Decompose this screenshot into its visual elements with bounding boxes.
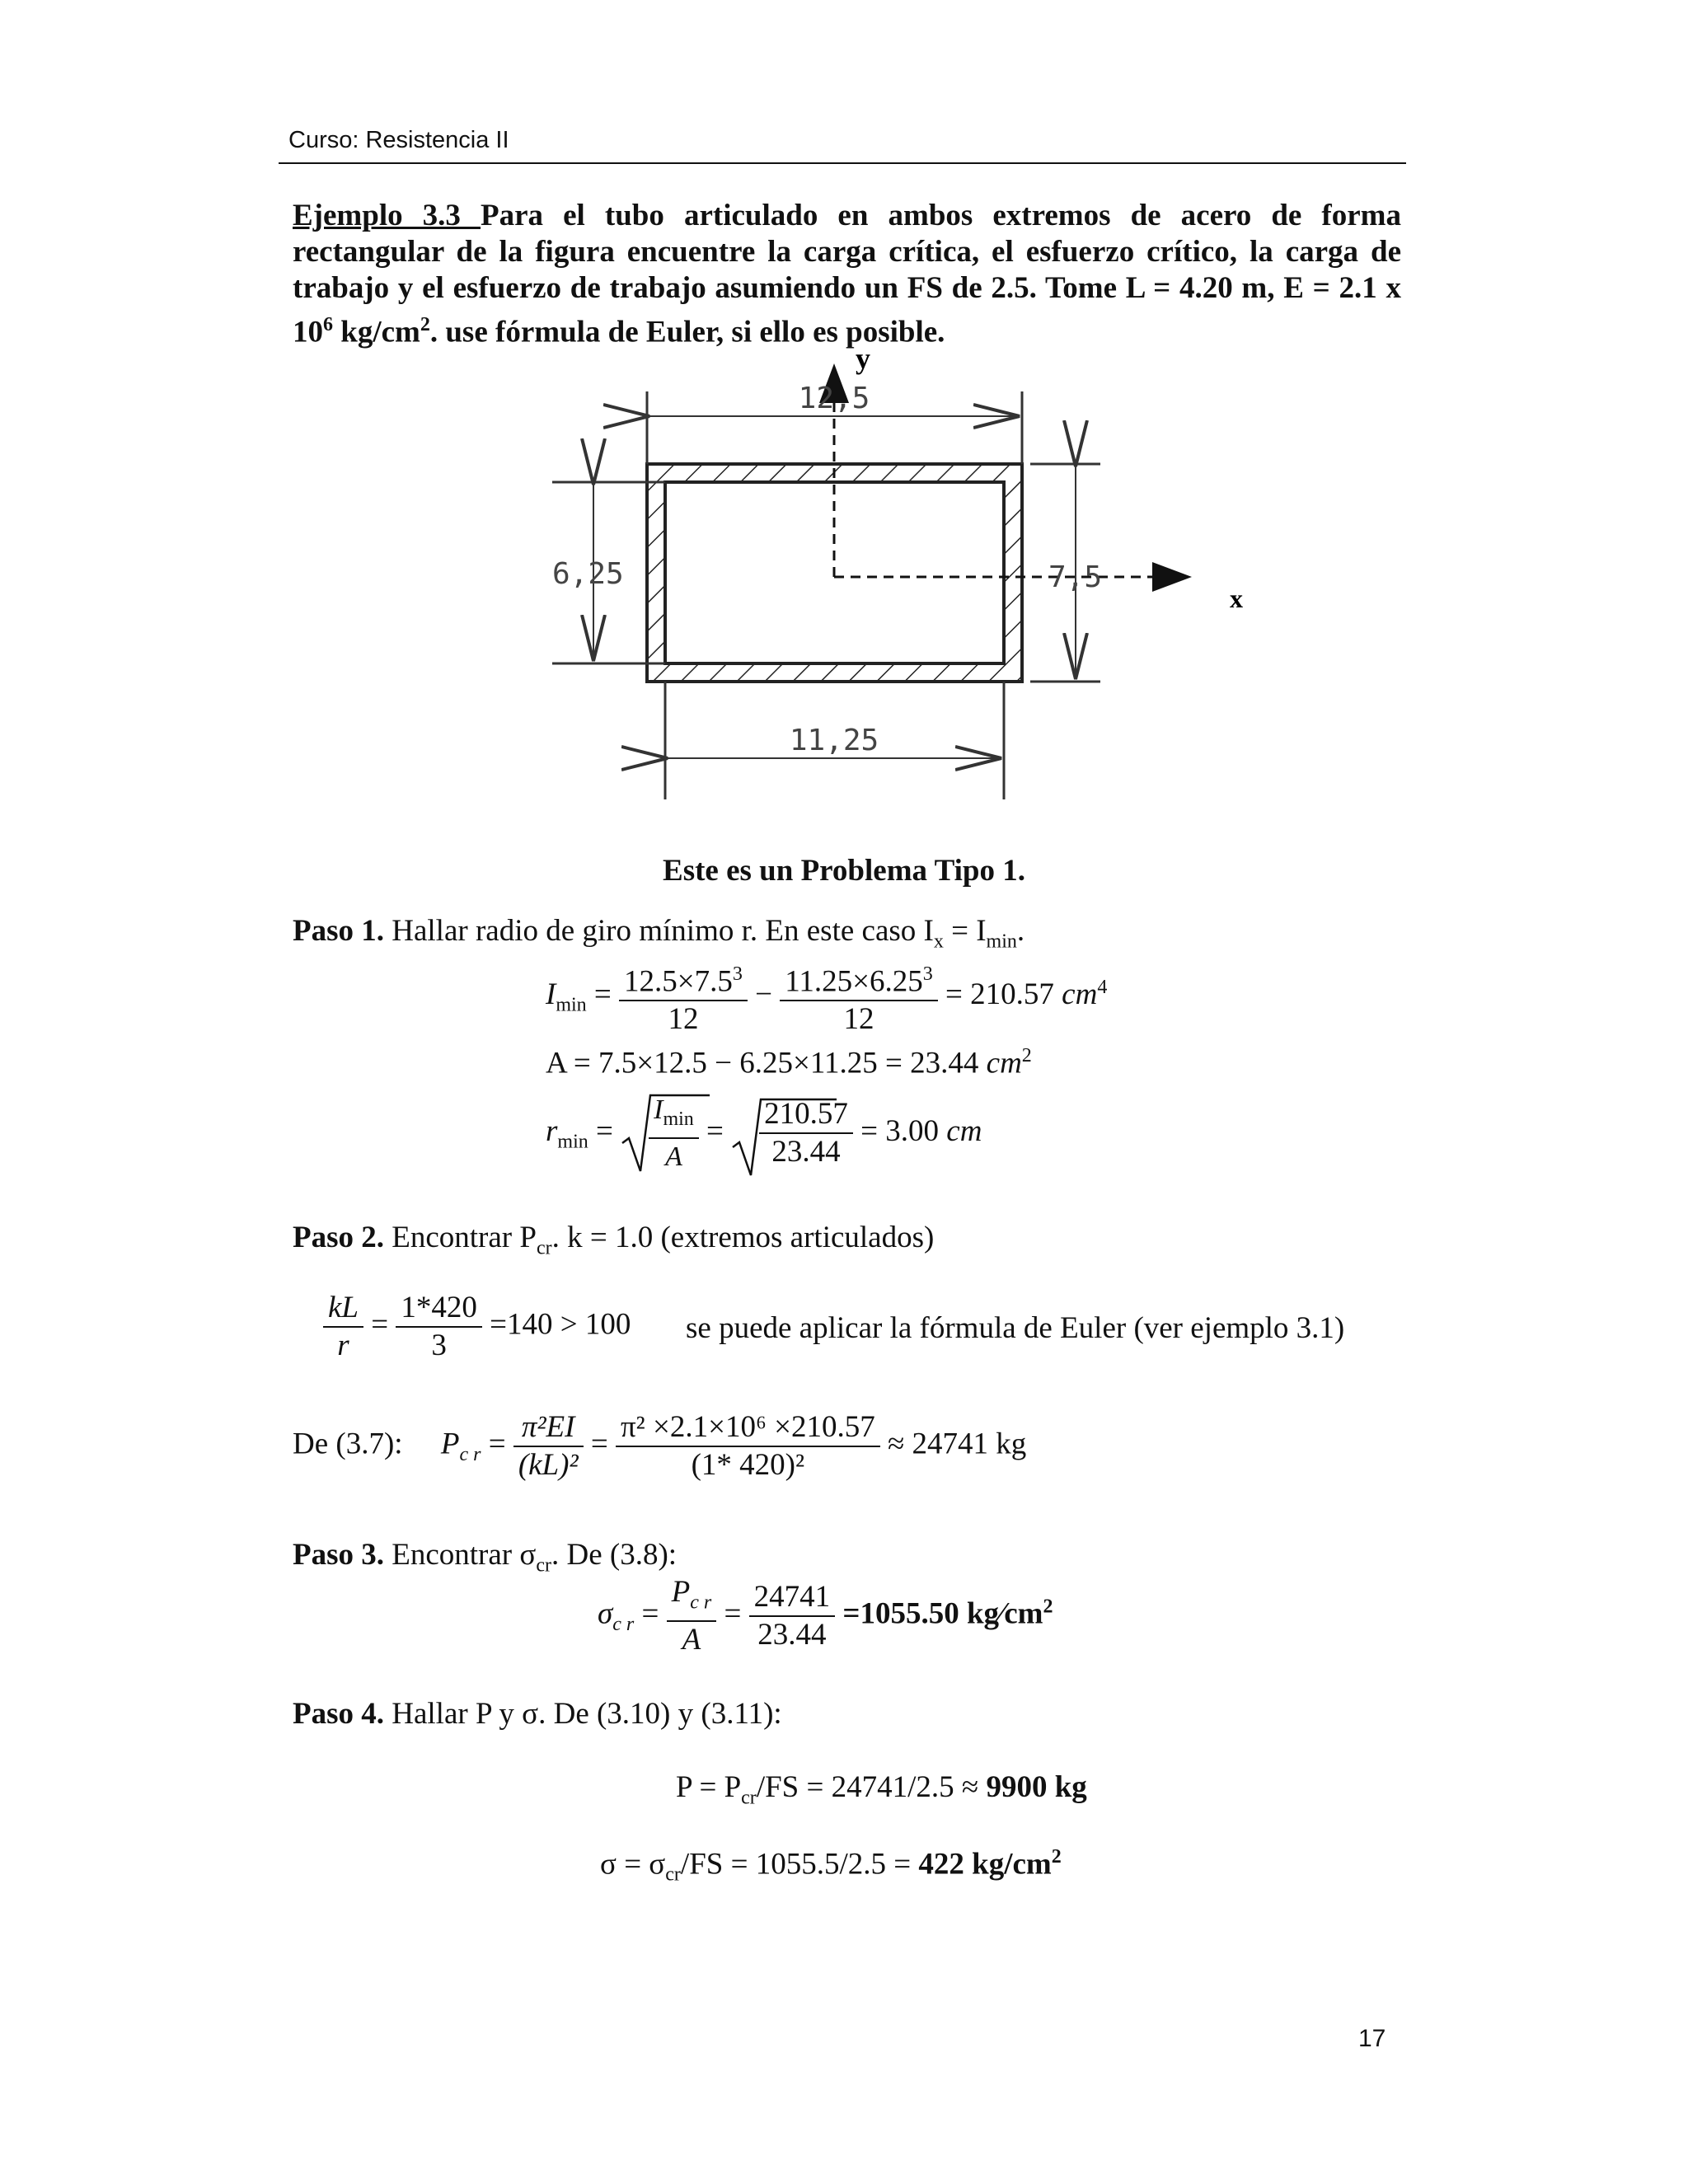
euler-eq-1: = (488, 1427, 506, 1461)
euler-calc-den: (1* 420)² (691, 1448, 805, 1482)
sigma-eq-1: = (641, 1596, 659, 1631)
area-text: A = 7.5×12.5 − 6.25×11.25 = 23.44 (546, 1046, 987, 1080)
y-axis-label: y (856, 342, 870, 375)
sigma-work-equation (600, 1846, 1062, 1886)
paso3-label: Paso 3. (293, 1538, 384, 1572)
euler-eq-2: = (590, 1427, 608, 1461)
example-text-3: . use fórmula de Euler, si ello es posible. (429, 315, 945, 349)
euler-p: P (440, 1427, 460, 1461)
euler-num: π²EI (513, 1409, 584, 1447)
paso2-text: Encontrar P (384, 1221, 537, 1254)
s-work-sub: cr (665, 1863, 681, 1886)
problem-type: Este es un Problema Tipo 1. (663, 854, 1025, 888)
imin-num2: 11.25×6.25 (785, 964, 923, 999)
area-equation (546, 1045, 1032, 1080)
p-work-2: /FS = 24741/2.5 ≈ (756, 1770, 987, 1804)
cross-section-drawing (544, 342, 1286, 812)
paso2-sub-cr: cr (536, 1237, 552, 1259)
imin-minus: − (755, 977, 773, 1012)
example-exp-2: 2 (420, 314, 430, 335)
s-work-2: /FS = 1055.5/2.5 = (680, 1847, 919, 1882)
example-text-1: Para el tubo articulado en ambos extremos de acero de forma rectangular de la figura encuentre la carga crítica, el esfuerzo crítico, la carga de trabajo y el esfuerzo de trabajo asumiendo un FS de 2.5. Tome L = 4.20 m, E = 2.1 x 10 (293, 199, 1401, 349)
example-exp-6: 6 (323, 314, 333, 335)
rmin-den: 23.44 (771, 1135, 841, 1169)
rmin-sub: min (557, 1131, 588, 1153)
rmin-sqrt-2 (731, 1096, 853, 1170)
p-work-equation (676, 1769, 1087, 1809)
imin-num1: 12.5×7.5 (624, 964, 733, 999)
paso4-text: Hallar P y σ. De (3.10) y (3.11): (384, 1697, 782, 1731)
imin-result: = 210.57 (945, 977, 1062, 1012)
euler-equation (293, 1409, 1026, 1483)
slender-den: 3 (431, 1329, 447, 1362)
paso4-label: Paso 4. (293, 1697, 384, 1731)
paso4-heading (293, 1696, 782, 1732)
paso3-sub-cr: cr (536, 1554, 551, 1577)
euler-calc-num: π² ×2.1×10⁶ ×210.57 (616, 1409, 880, 1447)
s-work-exp: 2 (1051, 1846, 1062, 1868)
s-work-1: σ = σ (600, 1847, 666, 1882)
dim-left-label: 6,25 (552, 557, 624, 591)
paso1-dot: . (1016, 914, 1025, 948)
paso1-text: Hallar radio de giro mínimo r. En este caso I (384, 914, 934, 948)
sigma-a: A (682, 1623, 701, 1657)
header-rule (279, 162, 1406, 164)
s-work-result: 422 kg/cm (918, 1847, 1052, 1882)
imin-den2: 12 (843, 1002, 874, 1037)
dim-bottom-label: 11,25 (789, 724, 879, 757)
paso1-sub-min: min (986, 930, 1017, 953)
p-work-sub: cr (741, 1787, 757, 1809)
paso2-heading (293, 1220, 934, 1259)
slender-result: =140 > 100 (490, 1307, 631, 1342)
paso3-text-2: . De (3.8): (551, 1538, 678, 1572)
sigma-exp: 2 (1043, 1596, 1053, 1618)
paso1-eq-text: = I (943, 914, 987, 948)
page-number: 17 (1358, 2025, 1386, 2052)
imin-eq-sign: = (593, 977, 612, 1012)
euler-p-sub: c r (459, 1443, 481, 1465)
sigma-eq-2: = (724, 1596, 742, 1631)
sigma-sub: c r (612, 1614, 635, 1636)
rmin-unit: cm (946, 1113, 982, 1148)
x-axis-label: x (1230, 583, 1243, 613)
rmin-i-sub: min (663, 1108, 694, 1130)
p-work-1: P = P (676, 1770, 742, 1804)
rmin-result: = 3.00 (860, 1113, 947, 1148)
rmin-i: I (654, 1094, 663, 1125)
imin-cube1: 3 (732, 963, 743, 985)
rmin-equation (546, 1092, 982, 1175)
slender-kl: kL (323, 1290, 363, 1328)
paso2-label: Paso 2. (293, 1221, 384, 1254)
example-label: Ejemplo 3.3 (293, 199, 481, 232)
slender-num: 1*420 (396, 1290, 482, 1328)
paso1-sub-x: x (933, 930, 944, 953)
paso1-heading (293, 913, 1025, 953)
paso1-label: Paso 1. (293, 914, 384, 948)
imin-frac-2 (780, 956, 938, 1038)
sigma-p-sub: c r (690, 1591, 712, 1614)
rmin-num: 210.57 (759, 1096, 853, 1134)
sigma-cr-equation (598, 1574, 1053, 1658)
p-work-result: 9900 kg (986, 1770, 1087, 1804)
slender-eq: = (371, 1307, 389, 1342)
paso3-heading (293, 1537, 677, 1577)
area-exp: 2 (1021, 1045, 1032, 1066)
imin-exp: 4 (1097, 976, 1108, 998)
area-unit: cm (986, 1046, 1022, 1080)
sigma-den: 23.44 (757, 1618, 827, 1652)
cross-section-figure (544, 342, 1286, 816)
sigma-p: P (671, 1575, 691, 1609)
rmin-eq-2: = (706, 1113, 724, 1148)
imin-den1: 12 (668, 1002, 699, 1037)
slender-r: r (337, 1329, 349, 1362)
euler-ref: De (3.7): (293, 1427, 403, 1461)
imin-unit: cm (1062, 977, 1098, 1012)
sigma-symbol: σ (598, 1596, 613, 1631)
imin-sub: min (556, 994, 587, 1016)
rmin-eq-1: = (596, 1113, 613, 1148)
rmin-a: A (665, 1141, 682, 1172)
paso3-text: Encontrar σ (384, 1538, 537, 1572)
sigma-result: =1055.50 kg⁄cm (842, 1596, 1043, 1631)
course-header: Curso: Resistencia II (288, 127, 509, 153)
imin-cube2: 3 (922, 963, 933, 985)
rmin-symbol: r (546, 1113, 558, 1148)
rmin-sqrt-1 (621, 1092, 699, 1175)
euler-den: (kL)² (518, 1448, 579, 1482)
sigma-num: 24741 (749, 1579, 836, 1617)
example-text-2: kg/cm (333, 315, 420, 349)
paso2-text-2: . k = 1.0 (extremos articulados) (551, 1221, 935, 1254)
dim-right-label: 7,5 (1048, 560, 1103, 594)
imin-equation (546, 956, 1107, 1038)
slenderness-equation (323, 1290, 631, 1364)
imin-frac-1 (619, 956, 748, 1038)
euler-result: ≈ 24741 kg (887, 1427, 1027, 1461)
euler-note: se puede aplicar la fórmula de Euler (ver ejemplo 3.1) (686, 1311, 1345, 1345)
example-statement (293, 198, 1401, 350)
dim-top-label: 12,5 (798, 382, 870, 415)
imin-symbol: I (546, 977, 556, 1012)
